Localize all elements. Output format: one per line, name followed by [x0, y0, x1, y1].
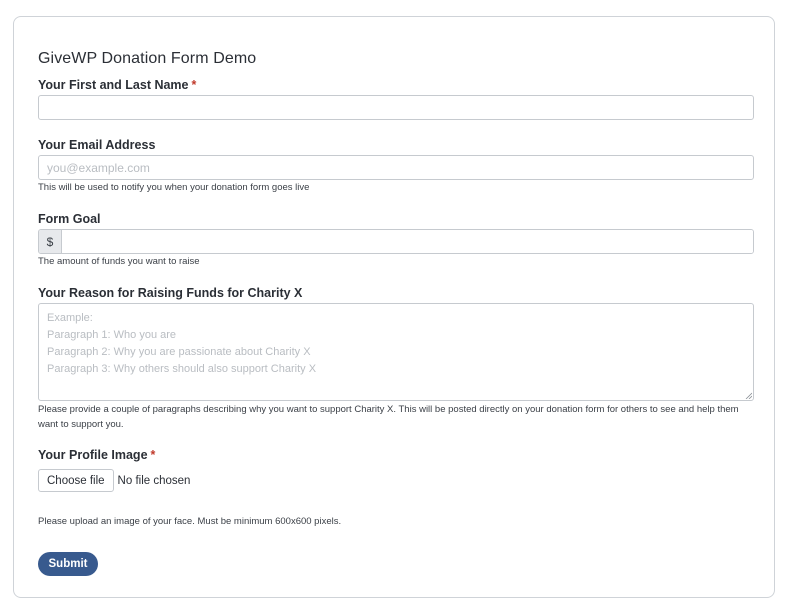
resize-grip-icon[interactable] [745, 392, 752, 399]
email-field-label: Your Email Address [38, 138, 156, 152]
image-field-label [38, 448, 155, 462]
goal-help-text: The amount of funds you want to raise [38, 256, 200, 267]
reason-textarea[interactable] [38, 303, 754, 401]
name-input[interactable] [38, 95, 754, 120]
form-title: GiveWP Donation Form Demo [38, 50, 257, 67]
goal-input-group [38, 229, 754, 254]
required-marker: * [191, 78, 197, 92]
reason-help-text: Please provide a couple of paragraphs describing why you want to support Charity X. This will be posted directly on your donation form for others to see and help them want to support you. [38, 404, 739, 430]
file-input [38, 469, 190, 492]
donation-form-card [13, 16, 775, 598]
file-status: No file chosen [117, 474, 191, 487]
name-label-text: Your First and Last Name [38, 78, 189, 92]
currency-symbol: $ [39, 230, 62, 253]
goal-field-label: Form Goal [38, 212, 101, 226]
required-marker: * [150, 448, 156, 462]
choose-file-button[interactable]: Choose file [38, 469, 114, 492]
email-input[interactable] [38, 155, 754, 180]
image-label-text: Your Profile Image [38, 448, 148, 462]
image-help-text: Please upload an image of your face. Must be minimum 600x600 pixels. [38, 516, 342, 527]
goal-input[interactable] [62, 230, 753, 253]
submit-button[interactable]: Submit [38, 552, 98, 576]
name-field-label [38, 78, 196, 92]
reason-field-label: Your Reason for Raising Funds for Charity X [38, 286, 303, 300]
email-help-text: This will be used to notify you when your donation form goes live [38, 182, 310, 193]
